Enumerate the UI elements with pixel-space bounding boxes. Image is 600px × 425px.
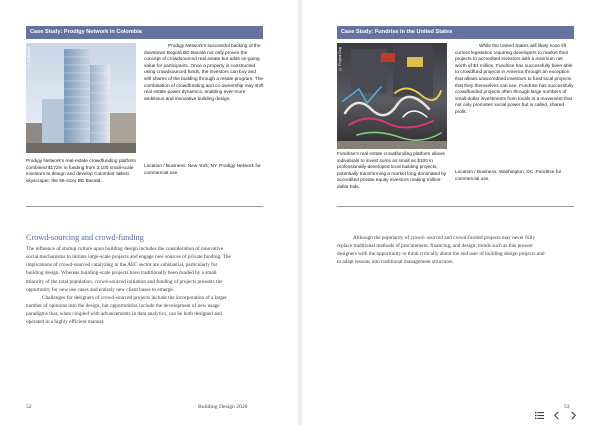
case-study-paragraph-text: Prodigy Network’s successful backing of the downtown Bogotá BD Bacatá not only proves the concept of crowdsourced real estate but adds on-going value for participants. Once a property is constructed using crowdsourced funds, the investors can buy and sell shares of the building through a resale program. The combination of crowdfunding and co-ownership may shift real estate power dynamics, enabling ever-more ambitious and innovative building design. (144, 44, 264, 102)
list-icon[interactable] (535, 411, 544, 420)
tower-illustration (26, 43, 136, 153)
photo-credit: © Project Dog (338, 47, 342, 71)
running-title: Building Design 2020 (198, 404, 248, 410)
graffiti-photo (337, 43, 447, 149)
case-study-box (337, 26, 574, 208)
case-study-location: Location / Business: New York, NY. Prodigy Network for commercial use. (144, 164, 261, 176)
chevron-left-icon[interactable] (552, 411, 561, 420)
right-page (300, 0, 600, 425)
graffiti-illustration (337, 43, 447, 149)
photo-caption: Fundrise’s real estate crowdfunding platform allows individuals to invest sums as small as $100 in professionally-developed local building projects, potentially transforming a market long-dominated by accredited private equity investors making million-dollar bids. (337, 152, 447, 190)
case-study-box (26, 26, 263, 208)
page-number-right: 53 (564, 404, 570, 410)
photo-caption: Prodigy Network’s real-estate crowdfunding platform combined $172m in funding from 3,100 small-scale investors to design and develop Colombia’ tallest skyscraper, the 66-story BD Bacatá. (26, 159, 137, 184)
case-study-location: Location / Business: Washington, DC. Fundrise for commercial use. (455, 170, 562, 182)
tower-photo (26, 43, 136, 153)
case-study-paragraph (144, 44, 264, 103)
page-number-left: 52 (26, 404, 32, 410)
page-navigation (535, 411, 578, 420)
divider (26, 206, 263, 207)
photo-credit: © El Bacata (27, 47, 31, 68)
case-study-paragraph (455, 44, 575, 117)
case-study-header: Case Study: Prodigy Network in Colombia (26, 26, 263, 39)
divider (337, 206, 574, 207)
chevron-right-icon[interactable] (569, 411, 578, 420)
body-paragraph: The influence of startup culture upon building design includes the consideration of innovative social mechanisms to initiate large-scale projects and engage new sources of private funding. The implications of crowd-sourced catalyzing in the AEC sector are substantial, particularly for building design. Whereas building-scale projects have traditionally been funded by a small minority of the total population, crowd-sourced initiation and funding of projects presents the opportunity for new use cases and entirely new client bases to emerge. (26, 246, 231, 293)
case-study-header: Case Study: Fundrise in the United States (337, 26, 574, 39)
body-text-left (26, 245, 232, 327)
section-heading: Crowd-sourcing and crowd-funding (26, 233, 144, 242)
case-study-paragraph-text: While the United States will likely soon lift current legislation requiring developers to market their projects to accredited investors with a minimum net worth of $1 million, Fundrise has successfully been able to crowdfund projects in America through an exception that allows unaccredited investors to fund local projects that they themselves can use. Fundrise has successfully crowdfunded projects often through large numbers of small-dollar investments from locals in a movement that not only promotes social power but is called, shared profit. (455, 44, 574, 115)
body-paragraph: Challenges for designers of crowd-sourced projects include the incorporation of a larger number of opinions into the design, but opportunities include the development of new usage paradigms that, when coupled with advancements in data analytics, can be both designed and operated in a highly efficient manner. (26, 294, 227, 326)
body-text-right (337, 234, 545, 267)
body-paragraph: Although the popularity of crowd- sourced and crowd-funded projects may never fully replace traditional methods of procurement, financing, and design, trends such as this present designers with the opportunity to think critically about the end user of building design projects and to adapt lessons into traditional management structures. (337, 235, 545, 266)
